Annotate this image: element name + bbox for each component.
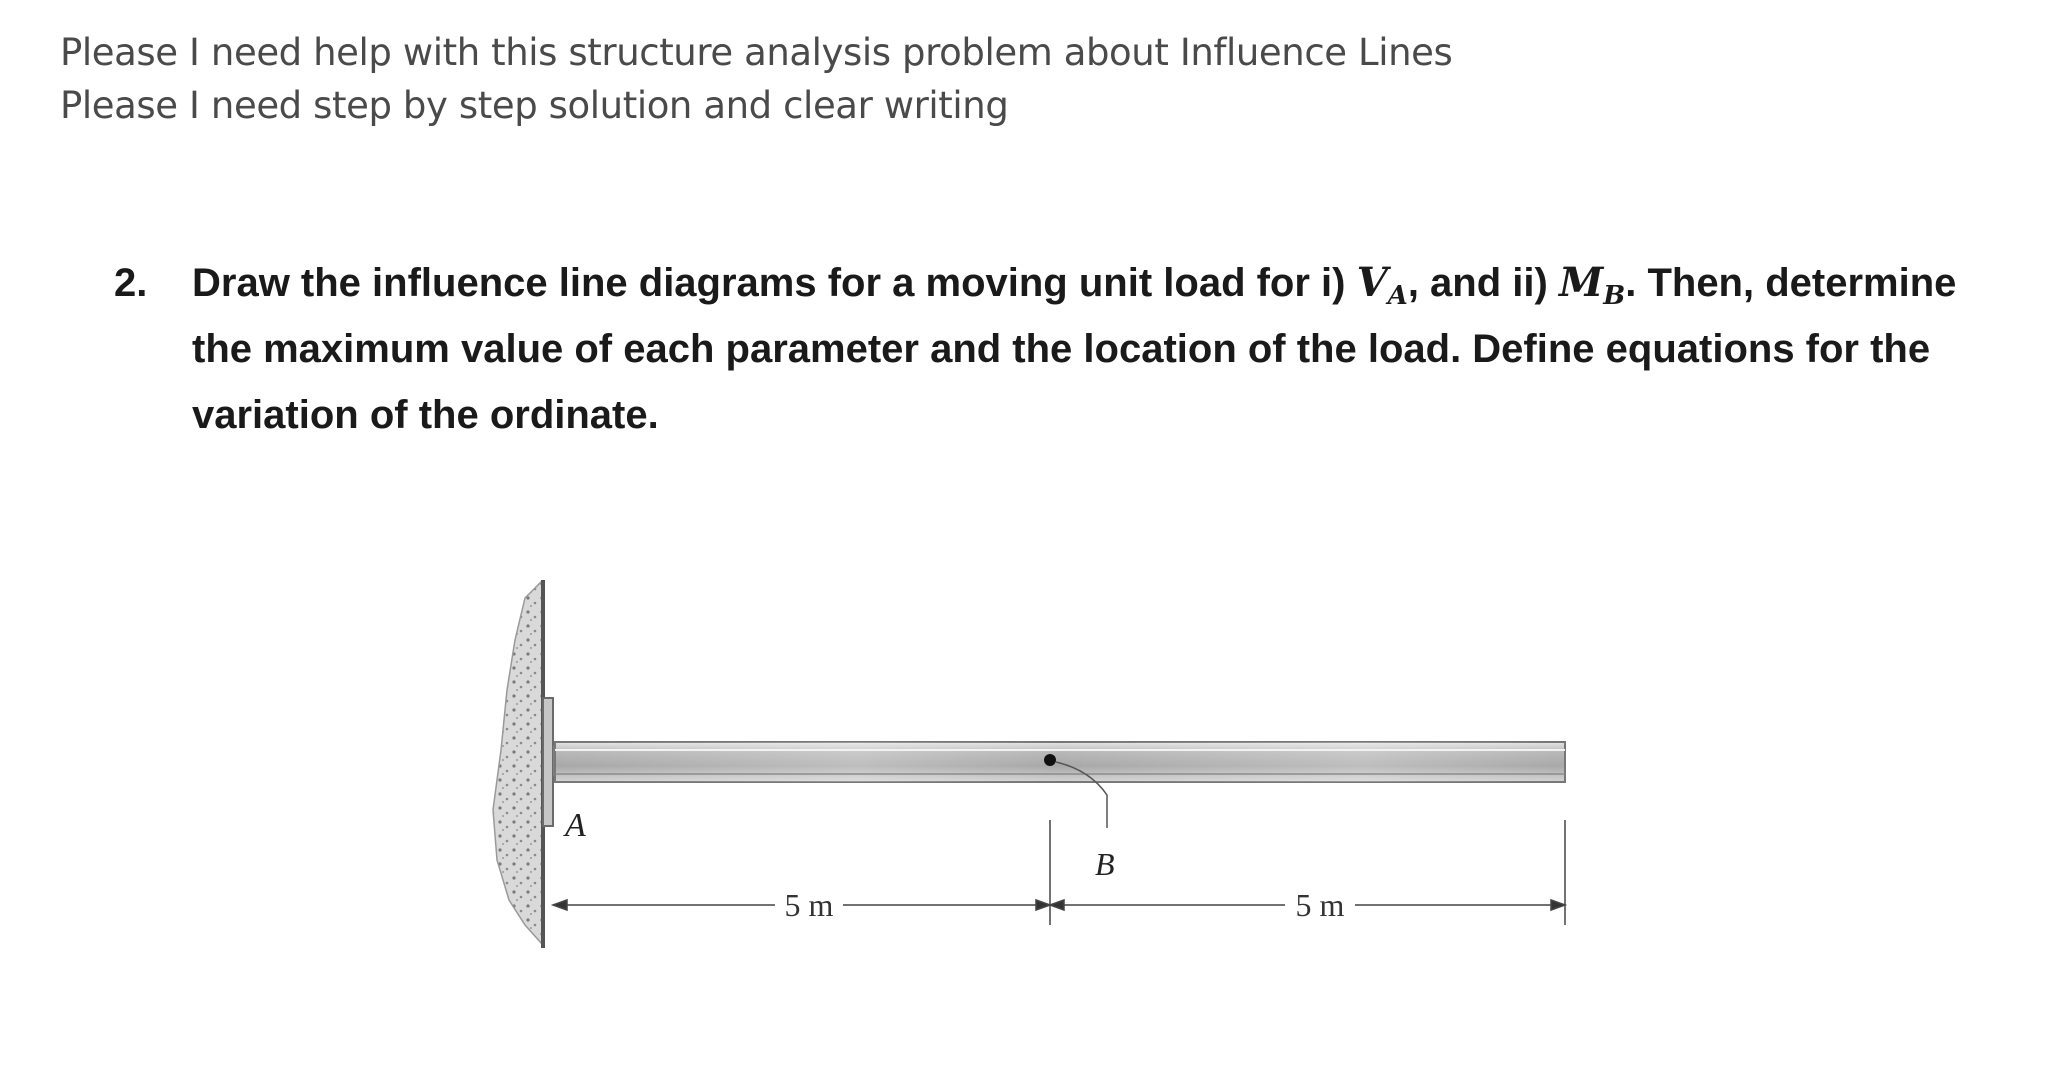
dimension-label-right: 5 m (1295, 887, 1345, 923)
question-line-3: variation of the ordinate. (192, 393, 659, 437)
beam (555, 742, 1565, 782)
point-label-b: B (1095, 846, 1115, 882)
intro-line-1: Please I need help with this structure analysis problem about Influence Lines (60, 31, 1453, 74)
question-block (114, 250, 1994, 448)
question-line-1-part-2: , and ii) (1407, 261, 1559, 305)
dimension-label-left: 5 m (784, 887, 834, 923)
question-line-1 (192, 250, 1994, 316)
question-line-1-part-3: . Then, determine (1625, 261, 1957, 305)
va-symbol: $V_A$ (1356, 259, 1408, 311)
intro-line-2: Please I need step by step solution and clear writing (60, 84, 1009, 127)
question-line-2: the maximum value of each parameter and the location of the load. Define equations for the (192, 327, 1931, 371)
question-number: 2. (114, 261, 148, 305)
fixed-wall-support (493, 580, 543, 948)
va-subscript: A (1387, 281, 1408, 311)
dimension-lines (553, 820, 1565, 925)
question-body (192, 250, 1994, 448)
mb-subscript: B (1603, 281, 1626, 311)
intro-text (60, 26, 1452, 132)
mb-symbol: $M_B$ (1558, 259, 1626, 311)
support-label-a: A (565, 807, 586, 844)
question-line-1-part-1: Draw the influence line diagrams for a moving unit load for i) (192, 261, 1357, 305)
cantilever-beam-figure (455, 580, 1595, 960)
